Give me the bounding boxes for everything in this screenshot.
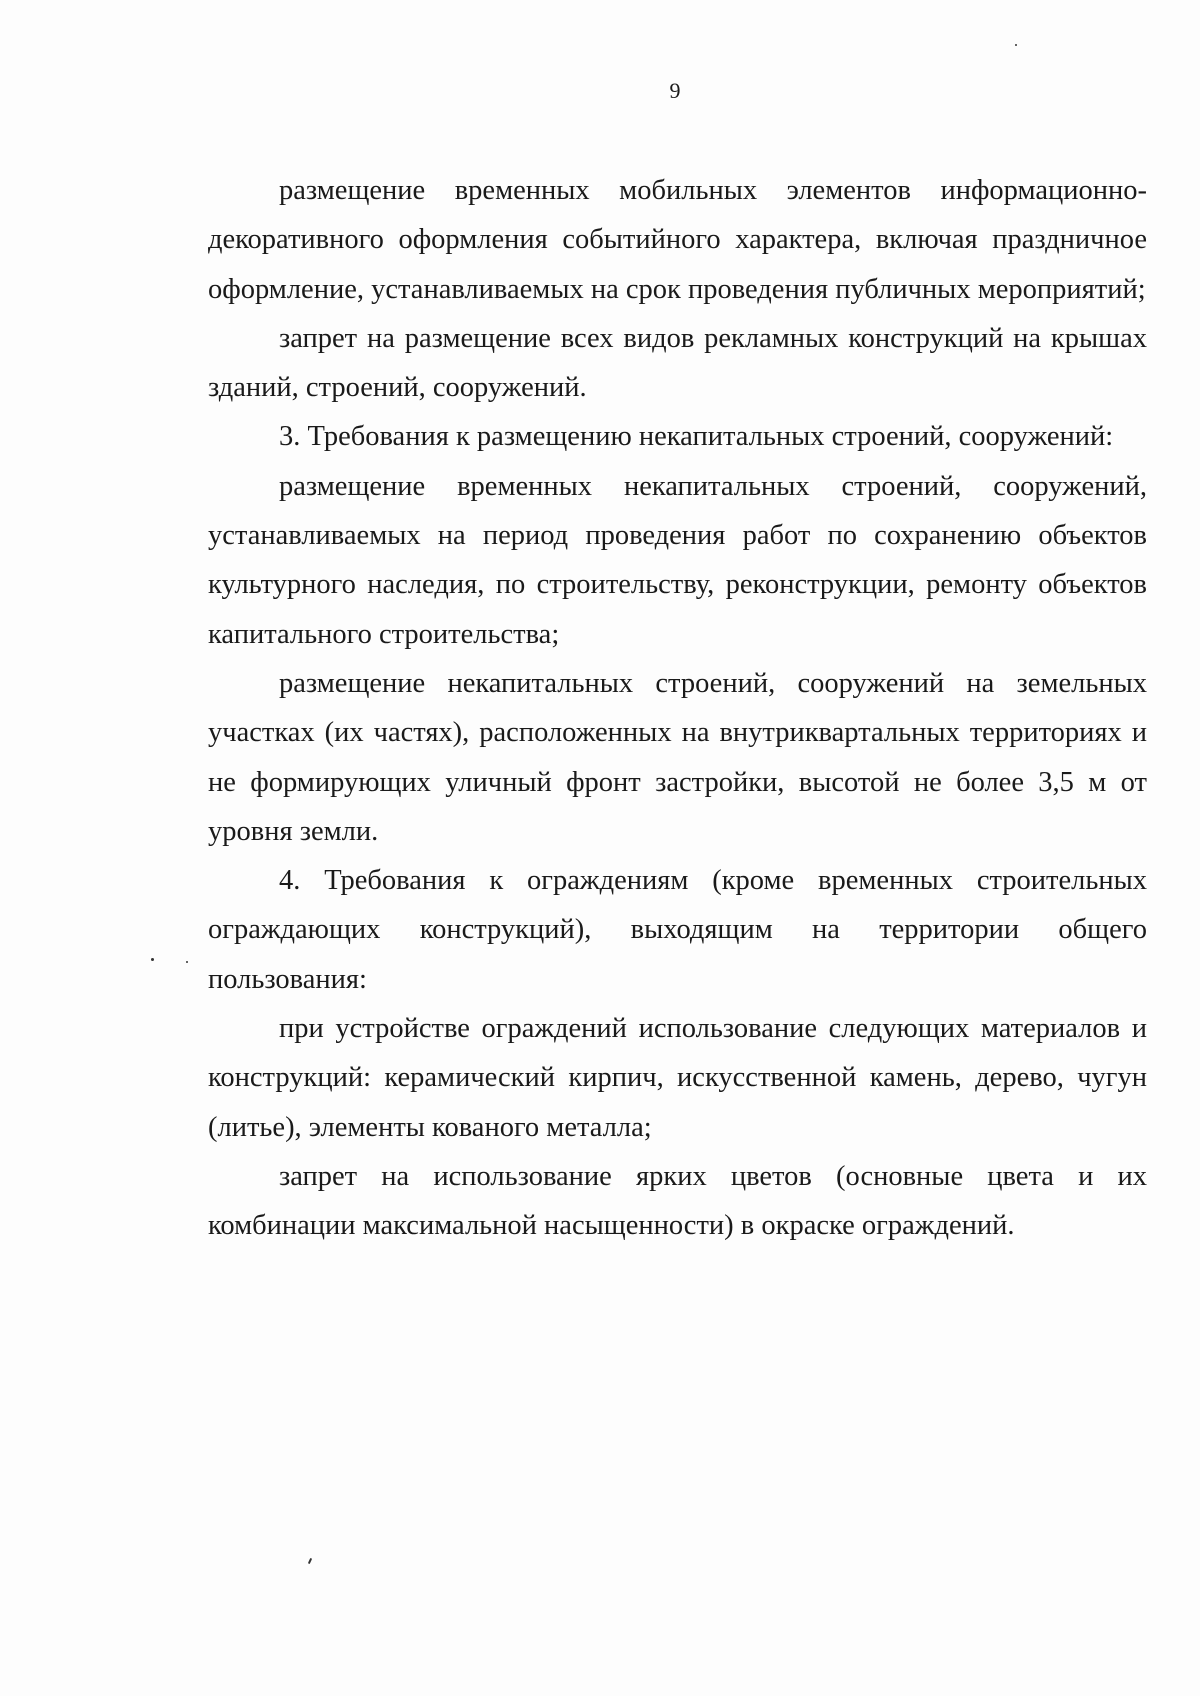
paragraph-fence-materials: при устройстве ограждений использование следующих материалов и конструкций: керамический кирпич, искусственной камень, дерево, чугун (литье), элементы кованого металла; [208, 1013, 1147, 1143]
scan-speck [186, 961, 188, 963]
document-body [208, 166, 1147, 1251]
paragraph-temporary-structures: размещение временных некапитальных строений, сооружений, устанавливаемых на период проведения работ по сохранению объектов культурного наследия, по строительству, реконструкции, ремонту объектов капитального строительства; [208, 470, 1147, 650]
section-heading-fences: 4. Требования к ограждениям (кроме временных строительных ограждающих конструкций), выходящим на территории общего пользования: [208, 865, 1147, 995]
section-heading-non-capital-structures: 3. Требования к размещению некапитальных строений, сооружений: [279, 421, 1114, 453]
paragraph-temporary-decor: размещение временных мобильных элементов информационно-декоративного оформления событийного характера, включая праздничное оформление, устанавливаемых на срок проведения публичных мероприятий; [208, 175, 1147, 305]
scan-speck [1015, 44, 1017, 46]
paragraph-bright-colors-ban: запрет на использование ярких цветов (основные цвета и их комбинации максимальной насыщенности) в окраске ограждений. [208, 1160, 1147, 1242]
scan-speck [308, 1558, 312, 1564]
scan-speck [151, 958, 154, 961]
page-number: 9 [669, 78, 681, 103]
paragraph-intra-block-structures: размещение некапитальных строений, сооружений на земельных участках (их частях), расположенных на внутриквартальных территориях и не формирующих уличный фронт застройки, высотой не более 3,5 м от уровня земли. [208, 667, 1147, 847]
paragraph-roof-advertising-ban: запрет на размещение всех видов рекламных конструкций на крышах зданий, строений, сооружений. [208, 322, 1147, 404]
